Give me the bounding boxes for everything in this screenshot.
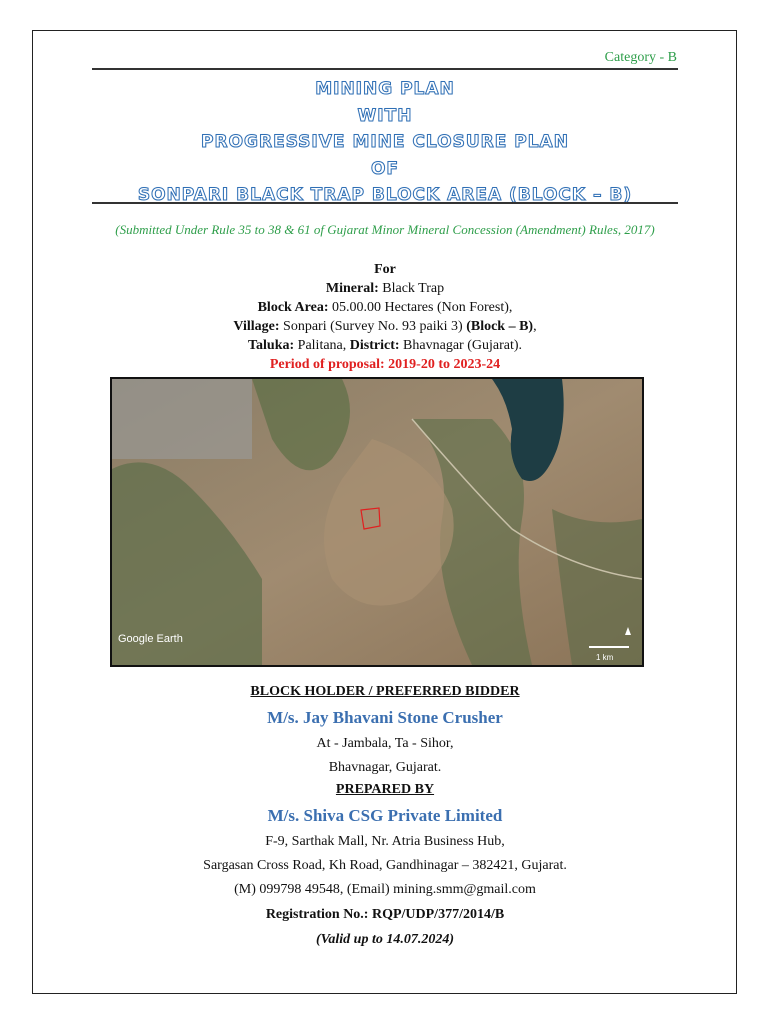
district-label: District: xyxy=(349,338,400,353)
prepared-by-address-2: Sargasan Cross Road, Kh Road, Gandhinagar – 382421, Gujarat. xyxy=(203,858,567,873)
registration-number: Registration No.: RQP/UDP/377/2014/B xyxy=(265,907,505,922)
taluka-value: Palitana, xyxy=(294,338,350,353)
satellite-map-svg xyxy=(112,379,642,665)
block-holder-company: M/s. Jay Bhavani Stone Crusher xyxy=(267,708,503,727)
block-area-line xyxy=(40,298,730,317)
prepared-by-heading: PREPARED BY xyxy=(335,782,435,797)
block-holder-address-2: Bhavnagar, Gujarat. xyxy=(328,760,442,775)
village-line xyxy=(40,317,730,336)
prepared-by-address-1: F-9, Sarthak Mall, Nr. Atria Business Hub, xyxy=(265,834,505,849)
for-label: For xyxy=(374,262,396,277)
taluka-line xyxy=(40,336,730,355)
taluka-label: Taluka: xyxy=(247,338,295,353)
block-area-value: 05.00.00 Hectares (Non Forest), xyxy=(328,300,513,315)
top-rule xyxy=(92,68,678,70)
title-line-5: SONPARI BLACK TRAP BLOCK AREA (BLOCK – B) xyxy=(137,185,633,205)
prepared-by-contact: (M) 099798 49548, (Email) mining.smm@gmail.com xyxy=(234,882,536,897)
title-line-4: OF xyxy=(370,158,400,179)
mineral-label: Mineral: xyxy=(325,281,379,296)
period-of-proposal: Period of proposal: 2019-20 to 2023-24 xyxy=(269,357,501,372)
block-area-label: Block Area: xyxy=(257,300,329,315)
village-value: Sonpari (Survey No. 93 paiki 3) xyxy=(279,319,467,334)
district-value: Bhavnagar (Gujarat). xyxy=(399,338,522,353)
block-holder-address-1: At - Jambala, Ta - Sihor, xyxy=(316,736,454,751)
title-line-1: MINING PLAN xyxy=(315,79,455,99)
prepared-by-company: M/s. Shiva CSG Private Limited xyxy=(267,806,503,825)
title-line-3: PROGRESSIVE MINE CLOSURE PLAN xyxy=(201,132,569,152)
mineral-value: Black Trap xyxy=(378,281,445,296)
village-tail: , xyxy=(533,319,537,334)
title-block xyxy=(92,76,678,209)
village-label: Village: xyxy=(233,319,280,334)
map-scale-bar xyxy=(589,646,629,648)
village-block: (Block – B) xyxy=(466,319,534,334)
block-holder-heading: BLOCK HOLDER / PREFERRED BIDDER xyxy=(250,684,520,699)
rule-note: (Submitted Under Rule 35 to 38 & 61 of Gujarat Minor Mineral Concession (Amendment) Rules, 2017) xyxy=(115,222,655,237)
satellite-map-image xyxy=(110,377,644,667)
town-area xyxy=(112,379,252,459)
map-scale-label: 1 km xyxy=(596,653,614,662)
bottom-rule xyxy=(92,202,678,204)
registration-validity: (Valid up to 14.07.2024) xyxy=(315,932,455,947)
title-line-2: WITH xyxy=(357,105,413,126)
mineral-line xyxy=(40,279,730,298)
category-label: Category - B xyxy=(604,50,677,65)
google-earth-watermark: Google Earth xyxy=(118,633,183,645)
proposal-info xyxy=(40,260,730,374)
